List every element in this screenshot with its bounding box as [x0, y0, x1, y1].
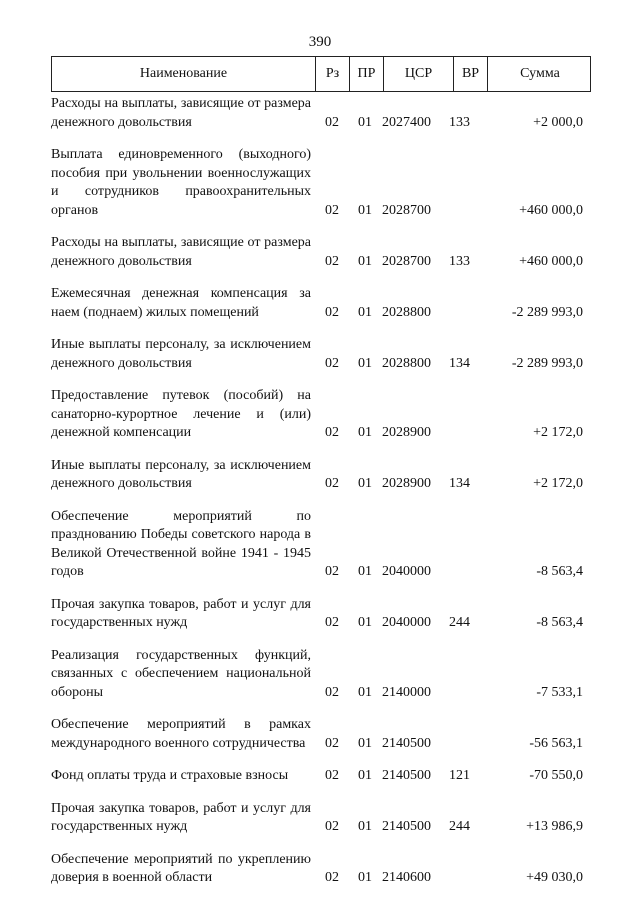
table-row	[51, 387, 591, 443]
row-name: Прочая закупка товаров, работ и услуг для государственных нужд	[51, 800, 311, 834]
row-sum: -2 289 993,0	[511, 304, 583, 320]
row-sum: -7 533,1	[536, 684, 583, 700]
row-csr: 2140600	[382, 870, 431, 885]
row-sum: +2 172,0	[533, 425, 583, 440]
row-csr: 2140500	[382, 735, 431, 751]
row-rz: 02	[325, 615, 339, 630]
row-pr: 01	[358, 476, 372, 491]
row-pr: 01	[358, 768, 372, 783]
row-name: Иные выплаты персоналу, за исключением денежного довольствия	[51, 457, 311, 491]
row-sum: +13 986,9	[526, 819, 583, 834]
table-row	[51, 336, 591, 373]
column-header-pr: ПР	[350, 57, 384, 91]
row-rz: 02	[325, 304, 339, 320]
row-name: Расходы на выплаты, зависящие от размера денежного довольствия	[51, 96, 311, 130]
row-rz: 02	[325, 768, 339, 783]
row-name: Выплата единовременного (выходного) пособия при увольнении военнослужащих и сотрудников правоохранительных органов	[51, 147, 311, 218]
table-row	[51, 800, 591, 837]
column-header-rz: Рз	[316, 57, 350, 91]
row-rz: 02	[325, 684, 339, 700]
row-sum: -8 563,4	[536, 564, 583, 579]
row-name: Ежемесячная денежная компенсация за наем (поднаем) жилых помещений	[51, 286, 311, 320]
table-row	[51, 95, 591, 132]
row-rz: 02	[325, 202, 339, 218]
row-rz: 02	[325, 735, 339, 751]
column-header-vr: ВР	[454, 57, 488, 91]
row-pr: 01	[358, 202, 372, 218]
row-csr: 2028800	[382, 355, 431, 371]
table-row	[51, 716, 591, 753]
row-rz: 02	[325, 253, 339, 269]
row-pr: 01	[358, 355, 372, 371]
row-rz: 02	[325, 114, 339, 130]
row-pr: 01	[358, 819, 372, 834]
row-rz: 02	[325, 476, 339, 491]
row-rz: 02	[325, 819, 339, 834]
row-vr: 244	[449, 819, 470, 834]
table-row	[51, 647, 591, 703]
table-header	[51, 56, 591, 92]
table-row	[51, 285, 591, 322]
row-csr: 2028700	[382, 253, 431, 269]
row-sum: +2 172,0	[533, 476, 583, 491]
table-row	[51, 457, 591, 494]
row-vr: 134	[449, 476, 470, 491]
row-name: Расходы на выплаты, зависящие от размера денежного довольствия	[51, 235, 311, 269]
row-name: Реализация государственных функций, связанных с обеспечением национальной обороны	[51, 647, 311, 700]
row-sum: -2 289 993,0	[511, 355, 583, 371]
row-csr: 2040000	[382, 615, 431, 630]
row-rz: 02	[325, 870, 339, 885]
table-body	[51, 95, 591, 902]
row-name: Обеспечение мероприятий по празднованию Победы советского народа в Великой Отечественной войне 1941 - 1945 годов	[51, 508, 311, 579]
row-csr: 2028900	[382, 476, 431, 491]
row-pr: 01	[358, 304, 372, 320]
row-csr: 2140000	[382, 684, 431, 700]
row-vr: 121	[449, 768, 470, 783]
table-row	[51, 767, 591, 786]
row-sum: +460 000,0	[519, 253, 583, 269]
row-sum: +49 030,0	[526, 870, 583, 885]
row-csr: 2140500	[382, 768, 431, 783]
column-header-csr: ЦСР	[384, 57, 454, 91]
row-csr: 2028900	[382, 425, 431, 440]
row-name: Обеспечение мероприятий по укреплению доверия в военной области	[51, 851, 311, 885]
row-rz: 02	[325, 355, 339, 371]
column-header-name: Наименование	[52, 57, 316, 91]
row-pr: 01	[358, 253, 372, 269]
row-pr: 01	[358, 615, 372, 630]
table-row	[51, 146, 591, 220]
row-sum: -56 563,1	[529, 735, 583, 751]
row-sum: +2 000,0	[533, 114, 583, 130]
row-pr: 01	[358, 684, 372, 700]
row-name: Фонд оплаты труда и страховые взносы	[51, 768, 289, 783]
row-rz: 02	[325, 425, 339, 440]
row-vr: 134	[449, 355, 470, 371]
row-sum: -8 563,4	[536, 615, 583, 630]
row-name: Обеспечение мероприятий в рамках международного военного сотрудничества	[51, 717, 311, 751]
row-pr: 01	[358, 425, 372, 440]
row-csr: 2028700	[382, 202, 431, 218]
row-pr: 01	[358, 564, 372, 579]
row-name: Прочая закупка товаров, работ и услуг для государственных нужд	[51, 596, 311, 630]
row-vr: 133	[449, 114, 470, 130]
row-csr: 2027400	[382, 114, 431, 130]
row-rz: 02	[325, 564, 339, 579]
row-name: Иные выплаты персоналу, за исключением денежного довольствия	[51, 337, 311, 371]
row-name: Предоставление путевок (пособий) на санаторно-курортное лечение и (или) денежной компенсации	[51, 388, 311, 440]
table-row	[51, 234, 591, 271]
table-row	[51, 508, 591, 582]
table-row	[51, 596, 591, 633]
row-sum: +460 000,0	[519, 202, 583, 218]
row-pr: 01	[358, 114, 372, 130]
row-csr: 2028800	[382, 304, 431, 320]
row-pr: 01	[358, 735, 372, 751]
page-number: 390	[308, 34, 332, 50]
row-csr: 2040000	[382, 564, 431, 579]
column-header-sum: Сумма	[520, 66, 560, 81]
table-row	[51, 851, 591, 888]
row-pr: 01	[358, 870, 372, 885]
row-vr: 244	[449, 615, 470, 630]
row-sum: -70 550,0	[529, 768, 583, 783]
row-vr: 133	[449, 253, 470, 269]
row-csr: 2140500	[382, 819, 431, 834]
